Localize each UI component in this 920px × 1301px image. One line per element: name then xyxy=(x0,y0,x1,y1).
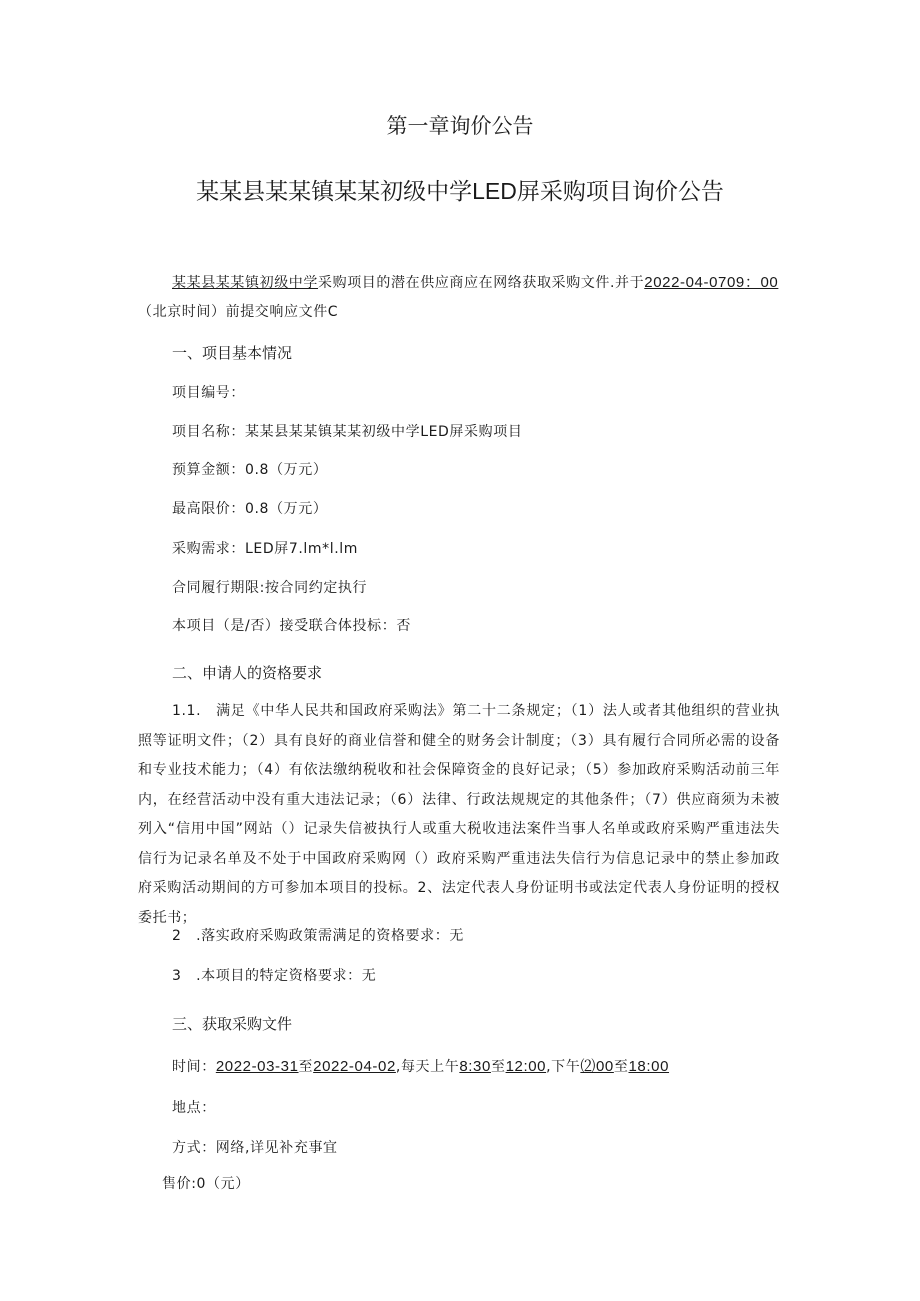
section3-heading: 三、获取采购文件 xyxy=(172,1016,293,1033)
qualification-item-3: 3 .本项目的特定资格要求：无 xyxy=(172,968,377,984)
contract-period: 合同履行期限:按合同约定执行 xyxy=(172,580,368,596)
consortium-bidding: 本项目（是/否）接受联合体投标：否 xyxy=(172,618,411,634)
date-end: 2022-04-02 xyxy=(313,1058,396,1075)
acquisition-method: 方式：网络,详见补充事宜 xyxy=(172,1140,338,1156)
intro-paragraph xyxy=(138,268,780,327)
section1-heading: 一、项目基本情况 xyxy=(172,345,293,362)
intro-deadline-date: 2022-04-0709 xyxy=(644,274,745,291)
budget-amount: 预算金额：0.8（万元） xyxy=(172,462,328,478)
pm-label: ,下午 xyxy=(546,1059,581,1075)
daily-label: ,每天上午 xyxy=(395,1059,460,1075)
intro-text-1: 采购项目的潜在供应商应在网络获取采购文件.并于 xyxy=(318,275,645,291)
date-start: 2022-03-31 xyxy=(215,1058,299,1075)
qualification-item-2: 2 .落实政府采购政策需满足的资格要求：无 xyxy=(172,928,464,944)
project-number: 项目编号： xyxy=(172,385,245,401)
max-price: 最高限价：0.8（万元） xyxy=(172,501,328,517)
chapter-title: 第一章询价公告 xyxy=(386,115,534,138)
acquisition-time xyxy=(172,1055,669,1079)
to-2: 至 xyxy=(490,1059,506,1075)
section2-heading: 二、申请人的资格要求 xyxy=(172,665,323,682)
intro-text-2: （北京时间）前提交响应文件C xyxy=(138,304,339,320)
to-1: 至 xyxy=(298,1059,314,1075)
purchase-requirement: 采购需求：LED屏7.lm*l.lm xyxy=(172,541,358,557)
project-name: 项目名称：某某县某某镇某某初级中学LED屏采购项目 xyxy=(172,424,523,440)
am-end: 12:00 xyxy=(505,1058,547,1075)
document-title: 某某县某某镇某某初级中学LED屏采购项目询价公告 xyxy=(196,178,724,204)
time-label: 时间： xyxy=(172,1059,216,1075)
pm-end: 18:00 xyxy=(628,1058,670,1075)
intro-deadline-time: ：00 xyxy=(744,274,779,291)
acquisition-place: 地点： xyxy=(172,1100,216,1116)
pm-start: ⑵00 xyxy=(580,1058,614,1075)
am-start: 8:30 xyxy=(459,1058,491,1075)
intro-org: 某某县某某镇初级中学 xyxy=(172,275,318,291)
qualification-paragraph: 1.1. 满足《中华人民共和国政府采购法》第二十二条规定；（1）法人或者其他组织的营业执照等证明文件；（2）具有良好的商业信誉和健全的财务会计制度；（3）具有履行合同所必需的设备和专业技术能力；（4）有依法缴纳税收和社会保障资金的良好记录；（5）参加政府采购活动前三年内，在经营活动中没有重大违法记录；（6）法律、行政法规规定的其他条件；（7）供应商须为未被列入“信用中国”网站（）记录失信被执行人或重大税收违法案件当事人名单或政府采购严重违法失信行为记录名单及不处于中国政府采购网（）政府采购严重违法失信行为信息记录中的禁止参加政府采购活动期间的方可参加本项目的投标。2、法定代表人身份证明书或法定代表人身份证明的授权委托书； xyxy=(138,703,780,926)
to-3: 至 xyxy=(613,1059,629,1075)
sale-price: 售价:0（元） xyxy=(162,1176,250,1192)
